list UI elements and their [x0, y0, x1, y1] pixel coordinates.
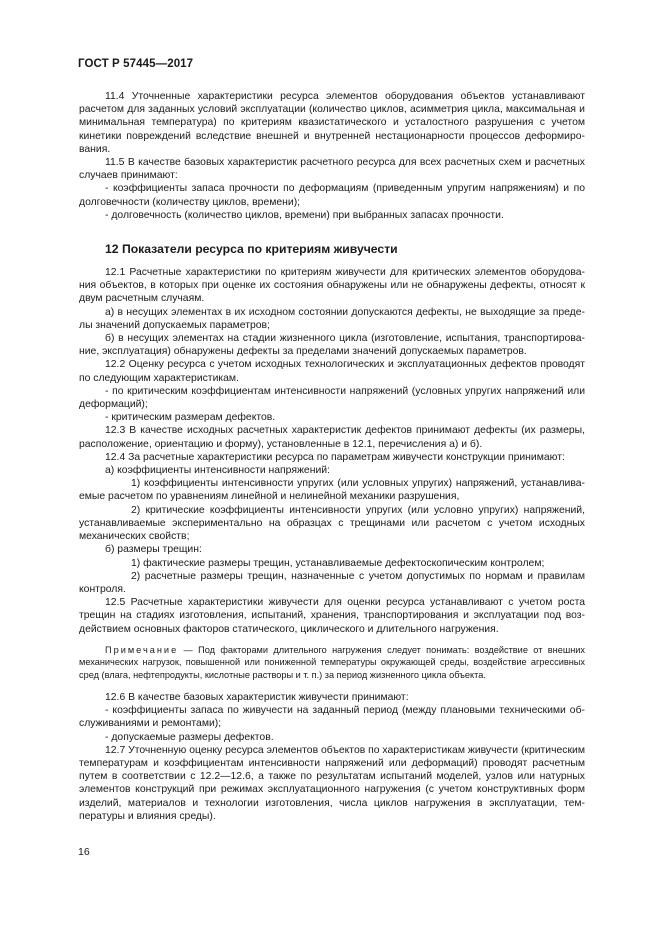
list-item: 1) фактические размеры трещин, устанавливаемые дефектоскопическим контролем; [131, 557, 545, 569]
list-item: - критическим размерам дефектов. [105, 412, 276, 424]
paragraph-11-5: 11.5 В качестве базовых характеристик расчетного ресурса для всех расчетных схем и расчетных случаев принимают: [79, 157, 585, 182]
list-item: а) в несущих элементах в их исходном состоянии допускаются дефекты, не выходящие за пределы значений допускаемых параметров; [79, 306, 585, 331]
list-item: 2) расчетные размеры трещин, назначенные с учетом допустимых по нормам и правилам контроля. [79, 570, 585, 595]
list-item: б) размеры трещин: [105, 544, 202, 556]
page-number: 16 [78, 846, 90, 858]
note-text: — Под факторами длительного нагружения следует понимать: воздействие от внешних механических нагрузок, повышенной или пониженной температуры окружающей среды, воздействие агрессивных сред (влага, нефтепродукты, кислотные растворы и т. п.) за период жизненного цикла объекта. [79, 644, 585, 680]
list-item: - по критическим коэффициентам интенсивности напряжений (условных упругих напряжений или деформаций); [79, 385, 585, 411]
list-item: - долговечность (количество циклов, времени) при выбранных запасах прочности. [105, 209, 504, 221]
paragraph-12-5: 12.5 Расчетные характеристики живучести для оценки ресурса устанавливают с учетом роста трещин на стадиях изготовления, испытаний, хранения, транспортирования и эксплуатации под воздействием основных факторов статического, циклического и длительного нагружения. [79, 597, 585, 635]
list-item: б) в несущих элементах на стадии жизненного цикла (изготовление, испытания, транспортирование, эксплуатация) обнаружены дефекты за пределами значений допускаемых параметров. [79, 333, 585, 358]
paragraph-12-2: 12.2 Оценку ресурса с учетом исходных технологических и эксплуатационных дефектов проводят по следующим характеристикам. [79, 359, 585, 384]
list-item: - допускаемые размеры дефектов. [105, 731, 274, 743]
note [79, 644, 585, 681]
list-item: - коэффициенты запаса по живучести на заданный период (между плановыми техническими обслуживаниями и ремонтами); [79, 705, 585, 730]
paragraph-11-4: 11.4 Уточненные характеристики ресурса элементов оборудования объектов устанавливают расчетом для заданных условий эксплуатации (количество циклов, асимметрия цикла, максимальная и минимальная температура) по критериям квазистатического и усталостного разрушения с учетом кинетики повреждений вследствие внешней и внутренней нестационарности процессов деформирования. [79, 91, 585, 155]
page-body [79, 90, 585, 823]
paragraph-12-4: 12.4 За расчетные характеристики ресурса по параметрам живучести конструкции принимают: [105, 451, 565, 463]
list-item: 2) критические коэффициенты интенсивности упругих (или условно упругих) напряжений, устанавливаемые экспериментально на образцах с трещинами или расчетом с учетом исходных механических свойств; [79, 504, 585, 543]
paragraph-12-1: 12.1 Расчетные характеристики по критериям живучести для критических элементов оборудования объектов, в которых при оценке их состояния обнаружены или не обнаружены дефекты, относят к двум расчетным случаям. [79, 267, 585, 305]
paragraph-12-3: 12.3 В качестве исходных расчетных характеристик дефектов принимают дефекты (их размеры, расположение, ориентацию и форму), установленные в 12.1, перечисления а) и б). [79, 425, 585, 450]
paragraph-12-7: 12.7 Уточненную оценку ресурса элементов объектов по характеристикам живучести (критическим температурам и коэффициентам интенсивности напряжений или деформаций) проводят расчетным путем в соответствии с 12.2—12.6, а также по результатам испытаний моделей, узлов или натурных элементов конструкций при режимах эксплуатационного нагружения (с учетом конструктивных форм изделий, материалов и технологии изготовления, числа циклов нагружения в эксплуатации, температуры и влияния среды). [79, 744, 585, 822]
list-item: - коэффициенты запаса прочности по деформациям (приведенным упругим напряжениям) и по долговечности (количеству циклов, времени); [79, 183, 585, 208]
note-label: Примечание [105, 644, 179, 655]
list-item: а) коэффициенты интенсивности напряжений: [105, 465, 330, 477]
paragraph-12-6: 12.6 В качестве базовых характеристик живучести принимают: [105, 691, 409, 703]
section-12-heading: 12 Показатели ресурса по критериям живучести [105, 242, 398, 257]
list-item: 1) коэффициенты интенсивности упругих (или условных упругих) напряжений, устанавливаемые расчетом по уравнениям линейной и нелинейной механики разрушения, [79, 478, 585, 503]
document-header: ГОСТ Р 57445—2017 [78, 58, 194, 70]
